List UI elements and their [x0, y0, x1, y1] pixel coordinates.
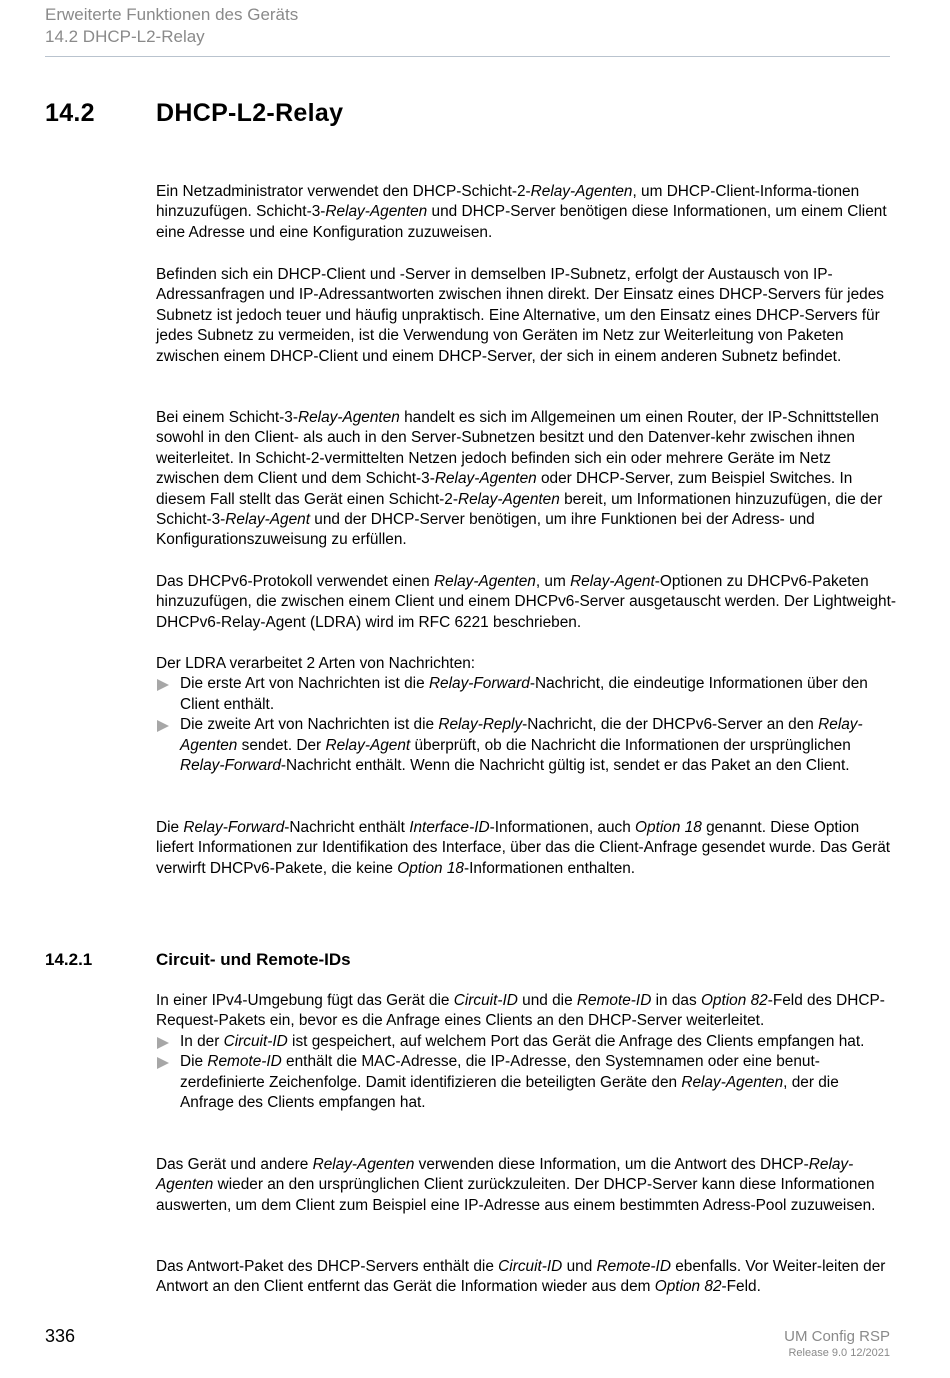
paragraph: [156, 1155, 896, 1216]
document-name: UM Config RSP: [784, 1328, 890, 1345]
header-chapter: Erweiterte Funktionen des Geräts: [45, 5, 299, 24]
document-footer: [784, 1328, 890, 1360]
paragraph-text: In einer IPv4-Umgebung fügt das Gerät die Circuit-ID und die Remote-ID in das Option 82-Feld des DHCP-Request-Pakets ein, bevor es die Anfrage eines Clients an den DHCP-Server weiterleitet.: [156, 992, 885, 1030]
paragraph: [156, 408, 896, 551]
subsection-title: Circuit- und Remote-IDs: [156, 950, 351, 969]
emphasized-term: Relay-Agenten: [156, 1156, 854, 1194]
list-item: [156, 674, 896, 715]
emphasized-term: Relay-Agenten: [434, 573, 536, 590]
bullet-triangle-icon: [157, 720, 169, 732]
paragraph: [156, 1257, 896, 1298]
paragraph: [156, 182, 896, 243]
emphasized-term: Relay-Agenten: [434, 470, 537, 488]
bullet-triangle-icon: [157, 1057, 169, 1069]
paragraph-text: Das Gerät und andere Relay-Agenten verwenden diese Information, um die Antwort des DHCP-Relay-Agenten wieder an den ursprünglichen Client zurückzuleiten. Der DHCP-Server kann diese Informationen auswerten, um dem Client zum Beispiel eine IP-Adresse aus einem bestimmten Adress-Pool zuzuweisen.: [156, 1156, 876, 1214]
section-title: DHCP-L2-Relay: [156, 99, 344, 127]
section-number: 14.2: [45, 99, 95, 127]
header-section: 14.2 DHCP-L2-Relay: [45, 27, 205, 46]
emphasized-term: Relay-Forward: [428, 675, 530, 693]
emphasized-term: Option 82: [654, 1278, 722, 1296]
list-item-text: Die erste Art von Nachrichten ist die Relay-Forward-Nachricht, die eindeutige Informationen über den Client enthält.: [180, 675, 868, 713]
emphasized-term: Relay-Agenten: [681, 1073, 784, 1091]
list-item-text: Die zweite Art von Nachrichten ist die Relay-Reply-Nachricht, die der DHCPv6-Server an den Relay-Agenten sendet. Der Relay-Agent überprüft, ob die Nachricht die Informationen der ursprünglichen Relay-Forward-Nachricht enthält. Wenn die Nachricht gültig ist, sendet er das Paket an den Client.: [180, 716, 863, 775]
emphasized-term: Remote-ID: [576, 992, 652, 1009]
emphasized-term: Option 82: [700, 992, 768, 1009]
paragraph-text: Der LDRA verarbeitet 2 Arten von Nachrichten:: [156, 655, 476, 672]
emphasized-term: Remote-ID: [596, 1258, 671, 1275]
list-item: [156, 1052, 896, 1113]
list-item: [156, 715, 896, 776]
paragraph-text: Die Relay-Forward-Nachricht enthält Interface-ID-Informationen, auch Option 18 genannt. Diese Option liefert Informationen zur Identifikation des Interface, über das die Client-Anfrage gesendet wurde. Das Gerät verwirft DHCPv6-Pakete, die keine Option 18-Informationen enthalten.: [156, 819, 891, 877]
paragraph-text: Das DHCPv6-Protokoll verwendet einen Relay-Agenten, um Relay-Agent-Optionen zu DHCPv6-Paketen hinzuzufügen, die zwischen einem Client und einem DHCPv6-Server ausgetauscht werden. Der Lightweight-DHCPv6-Relay-Agent (LDRA) wird im RFC 6221 beschrieben.: [156, 573, 896, 631]
emphasized-term: Relay-Agent: [325, 736, 411, 754]
emphasized-term: Remote-ID: [207, 1053, 282, 1071]
id-description-list: [156, 991, 896, 1113]
paragraph-text: Das Antwort-Paket des DHCP-Servers enthält die Circuit-ID und Remote-ID ebenfalls. Vor Weiter-leiten der Antwort an den Client entfernt das Gerät die Information wieder aus dem Option 82-Feld.: [156, 1258, 886, 1296]
subsection-number: 14.2.1: [45, 950, 93, 969]
emphasized-term: Relay-Agenten: [530, 183, 633, 200]
emphasized-term: Option 18: [397, 859, 464, 877]
emphasized-term: Relay-Agenten: [180, 716, 863, 754]
emphasized-term: Relay-Agenten: [298, 409, 400, 426]
list-item-text: Die Remote-ID enthält die MAC-Adresse, die IP-Adresse, den Systemnamen oder eine benut-zerdefinierte Zeichenfolge. Damit identifizieren die beteiligten Geräte den Relay-Agenten, der die Anfrage des Clients empfangen hat.: [180, 1053, 839, 1112]
bullet-triangle-icon: [157, 1037, 169, 1049]
page-number: 336: [45, 1326, 76, 1346]
paragraph-text: Bei einem Schicht-3-Relay-Agenten handelt es sich im Allgemeinen um einen Router, der IP-Schnittstellen sowohl in den Client- als auch in den Server-Subnetzen besitzt und den Datenver-kehr zwischen ihnen weiterleitet. In Schicht-2-vermittelten Netzen jedoch befinden sich ein oder mehrere Geräte im Netz zwischen dem Client und dem Schicht-3-Relay-Agenten oder DHCP-Server, zum Beispiel Switches. In diesem Fall stellt das Gerät einen Schicht-2-Relay-Agenten bereit, um Informationen hinzuzufügen, die der Schicht-3-Relay-Agent und der DHCP-Server benötigen, um ihre Funktionen bei der Adress- und Konfigurationszuweisung zu erfüllen.: [156, 409, 883, 549]
emphasized-term: Interface-ID: [409, 819, 490, 836]
paragraph-text: Ein Netzadministrator verwendet den DHCP-Schicht-2-Relay-Agenten, um DHCP-Client-Informa-tionen hinzuzufügen. Schicht-3-Relay-Agenten und DHCP-Server benötigen diese Informationen, um einem Client eine Adresse und eine Konfiguration zuzuweisen.: [156, 183, 887, 241]
ldra-message-list: [156, 654, 896, 776]
running-header: [45, 4, 298, 48]
emphasized-term: Option 18: [635, 819, 702, 836]
header-divider: [45, 56, 890, 57]
emphasized-term: Relay-Reply: [438, 716, 523, 734]
emphasized-term: Circuit-ID: [223, 1032, 288, 1050]
emphasized-term: Relay-Agenten: [325, 203, 428, 221]
emphasized-term: Relay-Agent: [225, 511, 310, 529]
emphasized-term: Relay-Forward: [183, 819, 285, 836]
paragraph: [156, 572, 896, 633]
paragraph: [156, 818, 896, 879]
list-item: [156, 1032, 896, 1052]
paragraph-text: Befinden sich ein DHCP-Client und -Server in demselben IP-Subnetz, erfolgt der Austausch von IP-Adressanfragen und IP-Adressantworten zwischen ihnen direkt. Der Einsatz eines DHCP-Servers für jedes Subnetz ist jedoch teuer und häufig unpraktisch. Eine Alternative, um den Einsatz eines DHCP-Servers für jedes Subnetz zu vermeiden, ist die Verwendung von Geräten im Netz zur Weiterleitung von Paketen zwischen einem DHCP-Client und einem DHCP-Server, der sich in einem anderen Subnetz befindet.: [156, 266, 884, 365]
paragraph: [156, 265, 896, 367]
emphasized-term: Circuit-ID: [453, 992, 518, 1009]
release-info: Release 9.0 12/2021: [788, 1347, 890, 1359]
list-item-text: In der Circuit-ID ist gespeichert, auf welchem Port das Gerät die Anfrage des Clients empfangen hat.: [180, 1032, 865, 1050]
emphasized-term: Relay-Agenten: [457, 490, 560, 508]
emphasized-term: Relay-Agent: [570, 573, 655, 590]
bullet-triangle-icon: [157, 679, 169, 691]
emphasized-term: Circuit-ID: [498, 1258, 563, 1275]
emphasized-term: Relay-Forward: [180, 757, 281, 775]
emphasized-term: Relay-Agenten: [312, 1156, 415, 1173]
